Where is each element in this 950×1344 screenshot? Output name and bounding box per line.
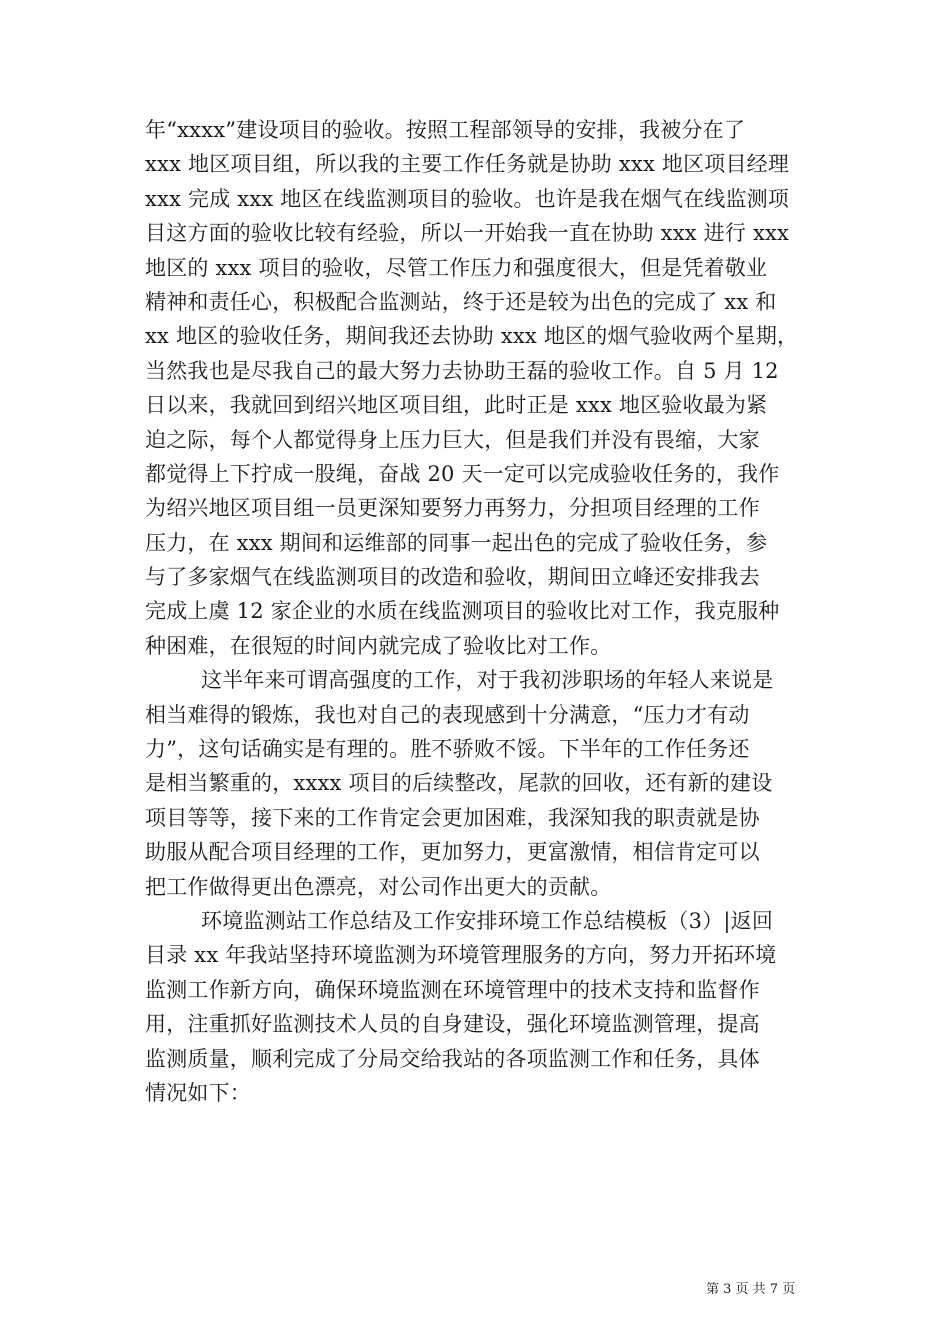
page-number: 第 3 页 共 7 页 [706,1282,796,1297]
text-line: 助服从配合项目经理的工作，更加努力，更富激情，相信肯定可以 [145,840,760,865]
text-line: 环境监测站工作总结及工作安排环境工作总结模板（3）|返回 [201,908,774,933]
document-body [145,113,810,1110]
text-line: 当然我也是尽我自己的最大努力去协助王磊的验收工作。自 5 月 12 [145,358,779,383]
text-line: 与了多家烟气在线监测项目的改造和验收，期间田立峰还安排我去 [145,565,760,590]
text-line: xxx 地区项目组，所以我的主要工作任务就是协助 xxx 地区项目经理 [145,152,790,177]
text-line: 种困难，在很短的时间内就完成了验收比对工作。 [145,633,612,658]
text-line: 用，注重抓好监测技术人员的自身建设，强化环境监测管理，提高 [145,1012,760,1037]
text-line: 是相当繁重的，xxxx 项目的后续整改，尾款的回收，还有新的建设 [145,771,773,796]
text-line: 为绍兴地区项目组一员更深知要努力再努力，分担项目经理的工作 [145,496,760,521]
text-line: 迫之际，每个人都觉得身上压力巨大，但是我们并没有畏缩，大家 [145,427,760,452]
text-line: xxx 完成 xxx 地区在线监测项目的验收。也许是我在烟气在线监测项 [145,186,790,211]
text-line: 目录 xx 年我站坚持环境监测为环境管理服务的方向，努力开拓环境 [145,943,777,968]
text-line: 监测质量，顺利完成了分局交给我站的各项监测工作和任务，具体 [145,1046,760,1071]
text-line: 这半年来可谓高强度的工作，对于我初涉职场的年轻人来说是 [201,668,774,693]
text-line: 监测工作新方向，确保环境监测在环境管理中的技术支持和监督作 [145,977,760,1002]
text-line: 力”，这句话确实是有理的。胜不骄败不馁。下半年的工作任务还 [145,737,750,762]
text-line: 日以来，我就回到绍兴地区项目组，此时正是 xxx 地区验收最为紧 [145,393,768,418]
text-line: 地区的 xxx 项目的验收，尽管工作压力和强度很大，但是凭着敬业 [145,255,768,280]
text-line: 把工作做得更出色漂亮，对公司作出更大的贡献。 [145,874,612,899]
text-line: 相当难得的锻炼，我也对自己的表现感到十分满意，“压力才有动 [145,702,750,727]
text-line: 年“xxxx”建设项目的验收。按照工程部领导的安排，我被分在了 [145,118,746,142]
text-line: 项目等等，接下来的工作肯定会更加困难，我深知我的职责就是协 [145,805,760,830]
text-line: 压力，在 xxx 期间和运维部的同事一起出色的完成了验收任务，参 [145,530,768,555]
text-line: 精神和责任心，积极配合监测站，终于还是较为出色的完成了 xx 和 [145,289,777,314]
text-line: 目这方面的验收比较有经验，所以一开始我一直在协助 xxx 进行 xxx [145,221,790,246]
text-line: 情况如下： [145,1080,251,1105]
text-line: 完成上虞 12 家企业的水质在线监测项目的验收比对工作，我克服种 [145,599,780,624]
text-line: xx 地区的验收任务，期间我还去协助 xxx 地区的烟气验收两个星期， [145,324,799,349]
text-line: 都觉得上下拧成一股绳，奋战 20 天一定可以完成验收任务的，我作 [145,461,780,486]
